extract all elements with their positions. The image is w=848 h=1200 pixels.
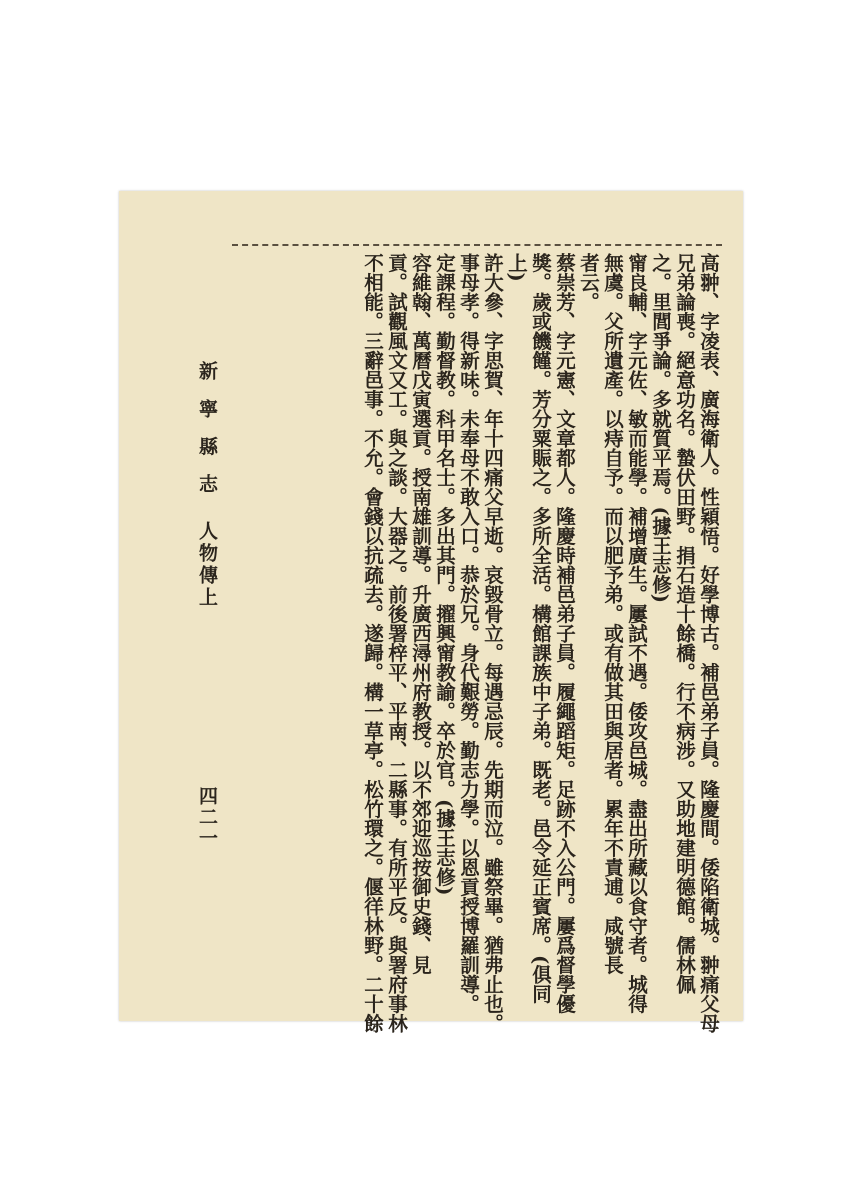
text-column-15: 不相能。三辭邑事。不允。會錢以抗疏去。遂歸。構一草亭。松竹環之。偃徉林野。二十餘: [361, 253, 384, 1033]
text-column-13: 容維翰、萬曆戊寅選貢。授南雄訓導。升廣西潯州府教授。以不郊迎巡按御史錢、見: [409, 253, 432, 975]
text-column-5: 無虞。父所遺產。以痔自予。而以肥予弟。或有做其田與居者。累年不責逋。咸號長: [601, 253, 624, 975]
text-column-8: 獎。歲或饑饉。芳分粟賑之。多所全活。構館課族中子弟。既老。邑令延正賓席。(俱同: [529, 253, 552, 1004]
body-text: [359, 253, 720, 1033]
text-column-1: 高翀、字凌表、廣海衛人。性穎悟。好學博古。補邑弟子員。隆慶間。倭陷衛城。翀痛父母: [697, 253, 720, 1033]
text-column-9: 上): [505, 253, 528, 282]
chapter-label: 人物傳上: [196, 521, 218, 609]
text-column-7: 蔡崇芳、字元憲、文章都人。隆慶時補邑弟子員。履繩蹈矩。足跡不入公門。屢爲督學優: [553, 253, 576, 1014]
text-column-6: 者云。: [577, 253, 600, 312]
gazetteer-title: 新 寧 縣 志: [196, 361, 218, 499]
page-number: 四二一: [196, 786, 218, 849]
text-column-4: 甯良輔、字元佐、敏而能學。補增廣生。屢試不遇。倭攻邑城。盡出所藏以食守者。城得: [625, 253, 648, 1014]
scanned-page: [119, 191, 743, 1033]
top-dashed-rule: [232, 244, 722, 246]
text-column-2: 兄弟論喪。絕意功名。蟄伏田野。捐石造十餘橋。行不病涉。又助地建明德館。儒林佩: [673, 253, 696, 994]
text-column-10: 許大參、字思賀、年十四痛父早逝。哀毀骨立。每遇忌辰。先期而泣。雖祭畢。猶弗止也。: [481, 253, 504, 1033]
text-column-12: 定課程。勤督教。科甲名士。多出其門。擢興甯教諭。卒於官。(據王志修): [433, 253, 456, 896]
text-column-3: 之。里閭爭論。多就質平焉。(據王志修): [649, 253, 672, 603]
text-column-14: 貢。試觀風文又工。與之談。大器之。前後署梓平、平南、二縣事。有所平反。與署府事林: [385, 253, 408, 1033]
text-column-11: 事母孝。得新味。未奉母不敢入口。恭於兄。身代艱勞。勤志力學。以恩貢授博羅訓導。: [457, 253, 480, 1014]
